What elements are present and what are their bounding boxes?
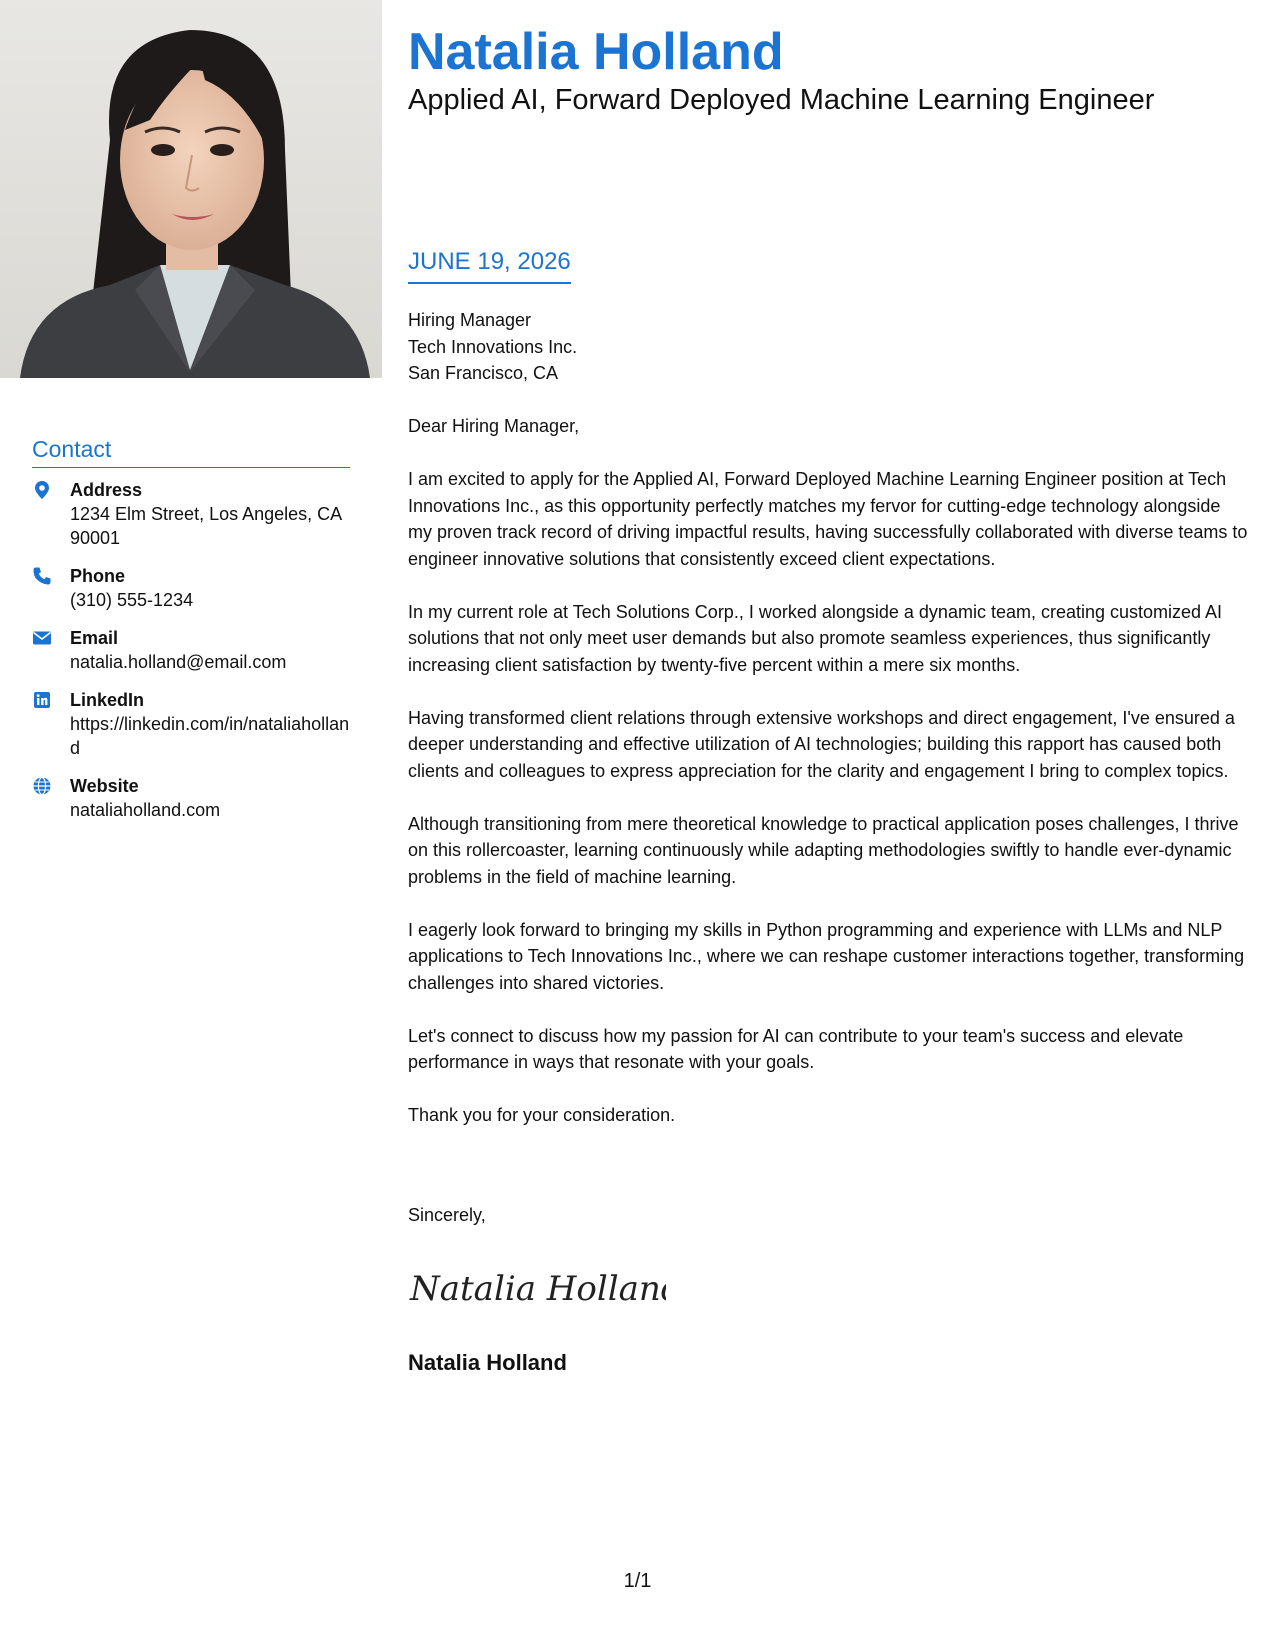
globe-icon	[32, 774, 70, 796]
contact-heading: Contact	[32, 436, 350, 468]
linkedin-value[interactable]: https://linkedin.com/in/nataliaholland	[70, 714, 350, 758]
contact-section	[32, 436, 350, 836]
website-label: Website	[70, 776, 139, 796]
body-paragraph: In my current role at Tech Solutions Corp., I worked alongside a dynamic team, creating customized AI solutions that not only meet user demands but also promote seamless experiences, thus significantly increasing client satisfaction by twenty-five percent within a mere six months.	[408, 601, 1223, 675]
contact-address	[32, 478, 350, 550]
contact-linkedin	[32, 688, 350, 760]
recipient-line: Hiring Manager	[408, 310, 532, 330]
phone-label: Phone	[70, 566, 126, 586]
contact-phone	[32, 564, 350, 612]
letter-date: JUNE 19, 2026	[408, 248, 571, 284]
email-value[interactable]: natalia.holland@email.com	[70, 652, 287, 672]
body-paragraph: Thank you for your consideration.	[408, 1105, 676, 1125]
body-paragraph: Let's connect to discuss how my passion for AI can contribute to your team's success and elevate performance in ways that resonate with your goals.	[408, 1025, 1184, 1072]
recipient-line: Tech Innovations Inc.	[408, 336, 578, 357]
contact-email	[32, 626, 350, 674]
envelope-icon	[32, 626, 70, 648]
email-label: Email	[70, 628, 119, 648]
handwritten-signature	[406, 1262, 666, 1317]
recipient-block	[408, 307, 577, 387]
linkedin-label: LinkedIn	[70, 690, 145, 710]
contact-website	[32, 774, 350, 822]
phone-icon	[32, 564, 70, 586]
body-paragraph: I eagerly look forward to bringing my skills in Python programming and experience with LLMs and NLP applications to Tech Innovations Inc., where we can reshape customer interactions together, transforming challenges into shared victories.	[408, 919, 1245, 993]
profile-photo	[0, 0, 382, 378]
map-pin-icon	[32, 478, 70, 500]
sidebar	[0, 0, 382, 1650]
closing: Sincerely,	[408, 1205, 486, 1225]
applicant-title: Applied AI, Forward Deployed Machine Learning Engineer	[408, 84, 1155, 116]
signed-name: Natalia Holland	[408, 1350, 567, 1375]
website-value[interactable]: nataliaholland.com	[70, 800, 221, 820]
page-number: 1/1	[623, 1570, 652, 1592]
recipient-line: San Francisco, CA	[408, 363, 559, 383]
signature-text: Natalia Holland	[410, 1269, 666, 1309]
body-paragraph: Having transformed client relations through extensive workshops and direct engagement, I've ensured a deeper understanding and effective utilization of AI technologies; building this rapport has caused both clients and colleagues to express appreciation for the clarity and engagement I bring to complex topics.	[408, 707, 1235, 781]
address-value: 1234 Elm Street, Los Angeles, CA 90001	[70, 504, 342, 548]
phone-value: (310) 555-1234	[70, 590, 194, 610]
address-label: Address	[70, 480, 143, 500]
applicant-name: Natalia Holland	[408, 23, 784, 81]
linkedin-icon	[32, 688, 70, 710]
portrait-photo	[0, 0, 382, 378]
body-paragraph: Although transitioning from mere theoretical knowledge to practical application poses challenges, I thrive on this rollercoaster, learning continuously while adapting methodologies swiftly to handle ever-dynamic problems in the field of machine learning.	[408, 813, 1239, 887]
body-paragraph: I am excited to apply for the Applied AI, Forward Deployed Machine Learning Engineer position at Tech Innovations Inc., as this opportunity perfectly matches my fervor for cutting-edge technology alongside my proven track record of driving impactful results, having successfully collaborated with diverse teams to engineer innovative solutions that consistently exceed client expectations.	[408, 469, 1248, 569]
letter-body	[408, 413, 1248, 1155]
salutation: Dear Hiring Manager,	[408, 416, 580, 436]
